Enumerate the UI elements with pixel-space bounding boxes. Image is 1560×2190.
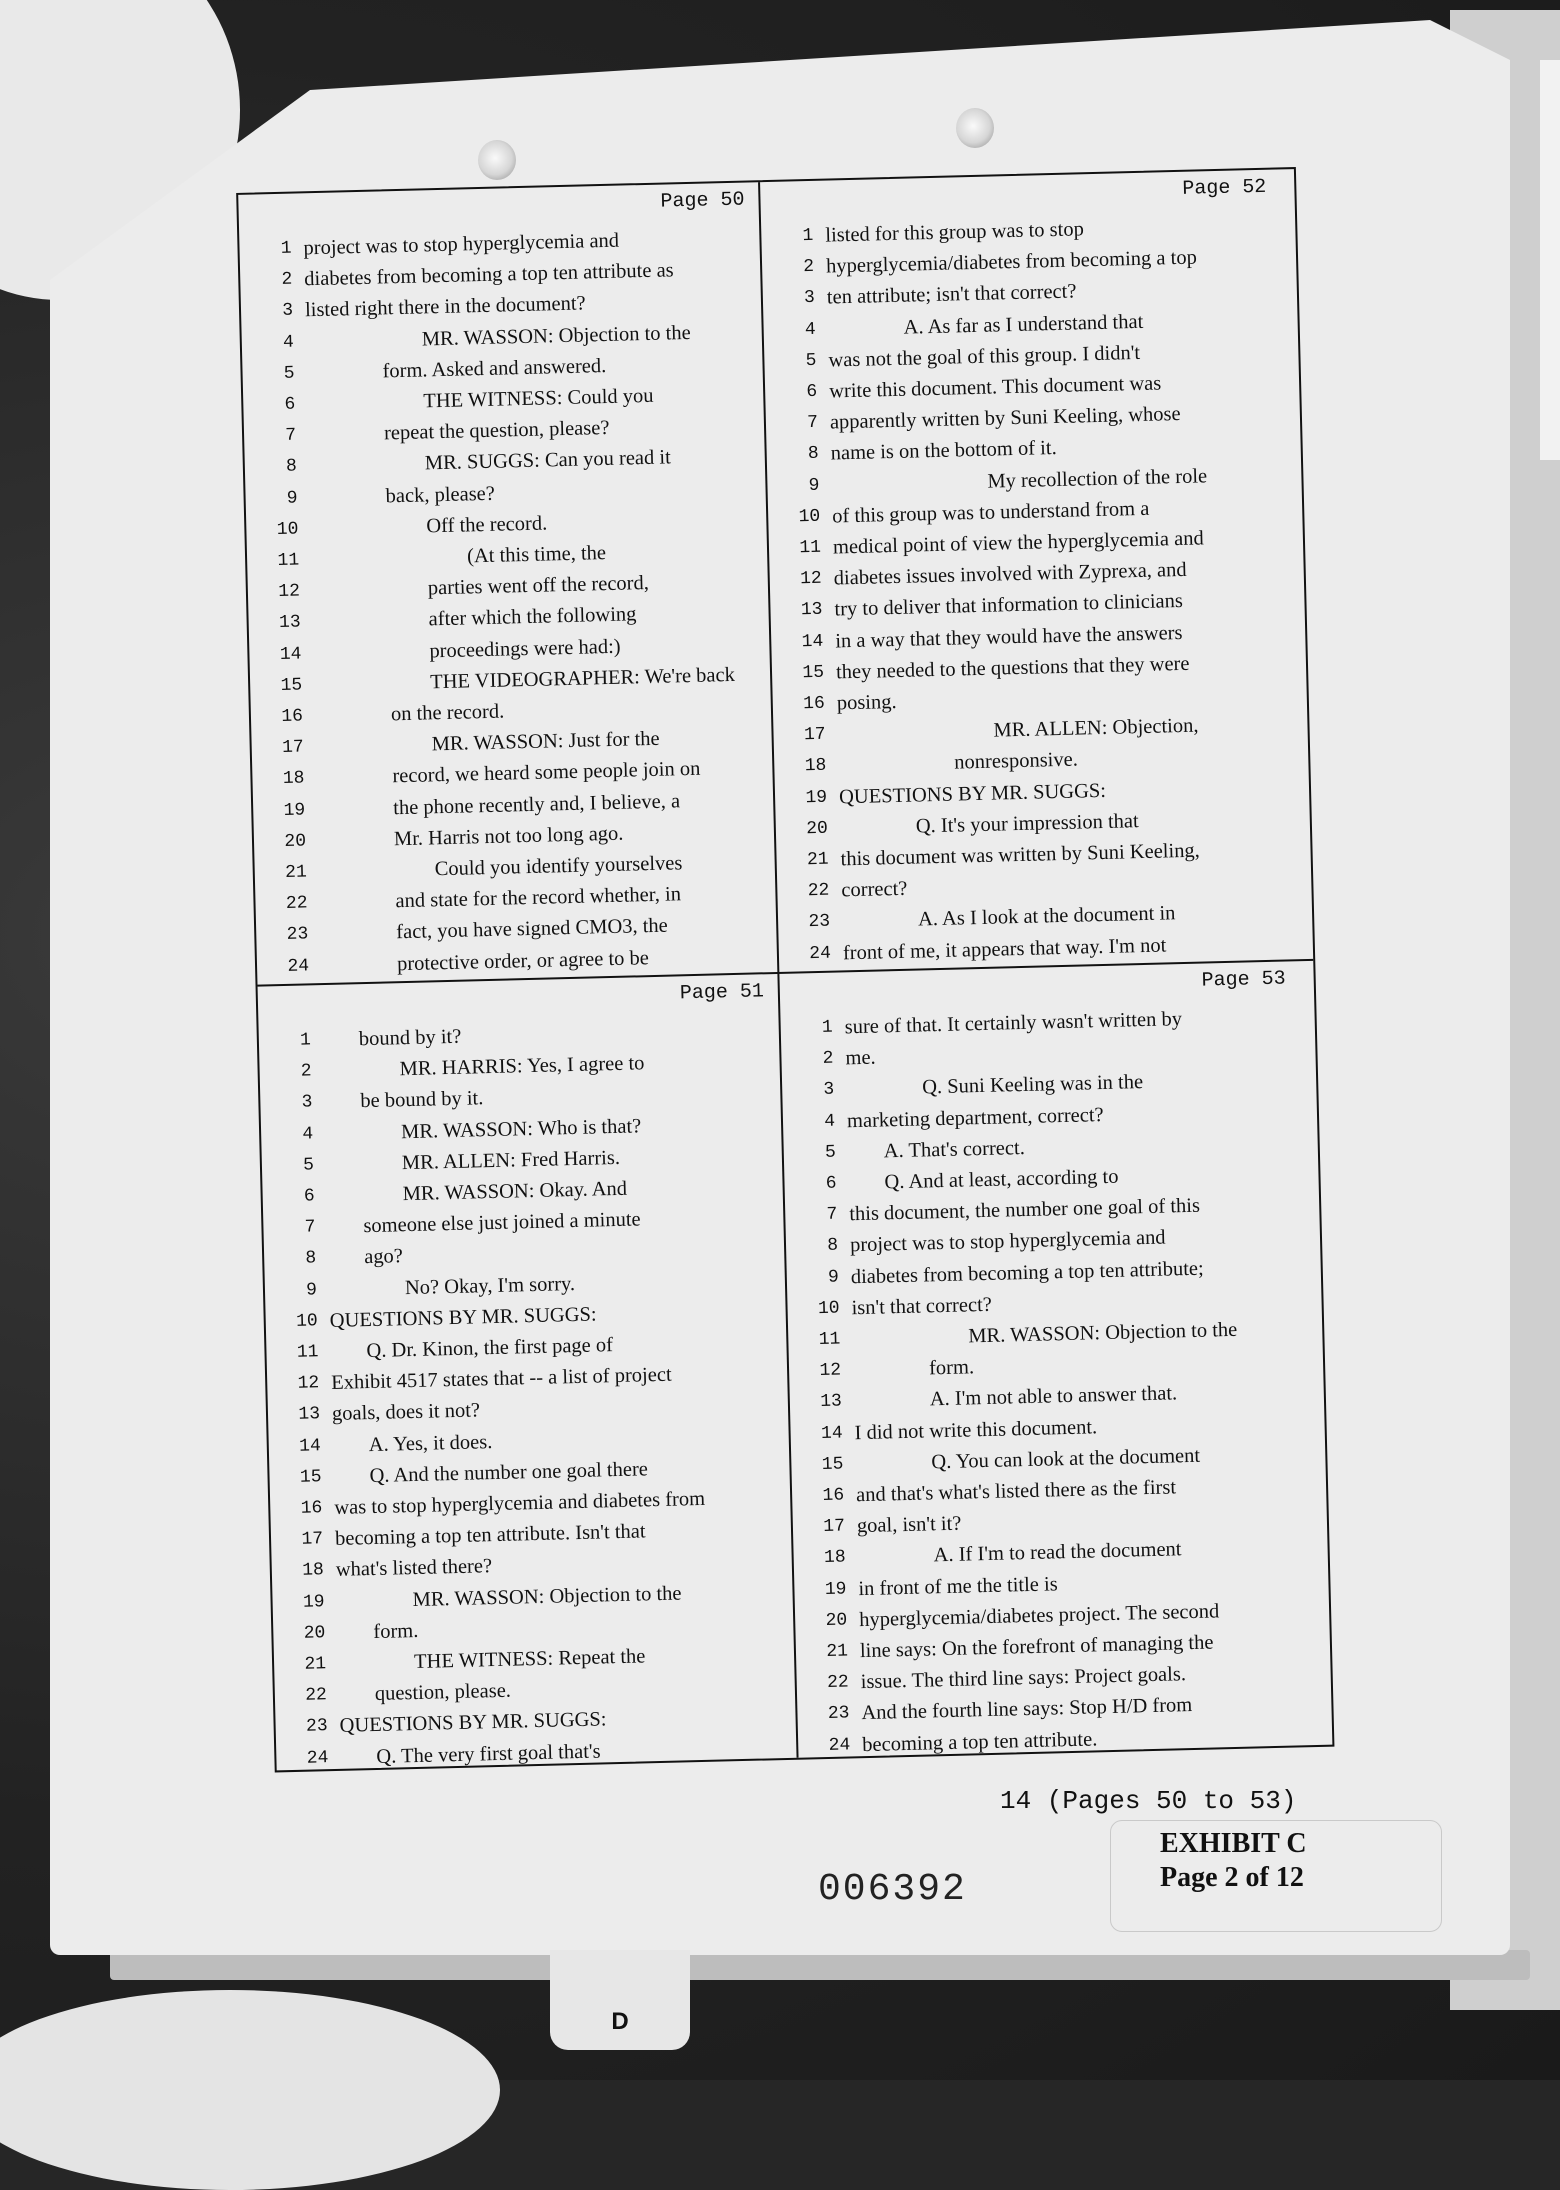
line-text: ten attribute; isn't that correct?	[826, 280, 1077, 309]
line-text: form.	[373, 1619, 419, 1643]
line-text: of this group was to understand from a	[831, 497, 1150, 528]
page-52-quadrant	[760, 169, 1299, 971]
line-number: 24	[306, 1747, 329, 1769]
line-number: 2	[281, 269, 293, 291]
line-number: 11	[818, 1329, 841, 1351]
line-number: 3	[282, 300, 294, 322]
line-number: 19	[302, 1591, 325, 1613]
line-number: 23	[305, 1716, 328, 1738]
line-text: repeat the question, please?	[383, 417, 610, 445]
line-text: MR. SUGGS: Can you read it	[424, 446, 672, 475]
line-text: me.	[845, 1046, 876, 1070]
punch-hole-left	[478, 140, 516, 180]
line-text: medical point of view the hyperglycemia and	[832, 527, 1204, 559]
line-number: 20	[806, 818, 829, 840]
line-text: and state for the record whether, in	[395, 883, 682, 913]
page-53-quadrant	[779, 961, 1318, 1763]
line-text: QUESTIONS BY MR. SUGGS:	[339, 1708, 607, 1738]
line-number: 18	[823, 1547, 846, 1569]
line-number: 11	[296, 1342, 319, 1363]
line-number: 23	[827, 1703, 850, 1725]
line-number: 7	[304, 1217, 316, 1238]
line-number: 19	[824, 1579, 847, 1600]
line-text: My recollection of the role	[987, 464, 1208, 493]
page-label: Page 51	[679, 980, 765, 1006]
line-text: issue. The third line says: Project goals.	[860, 1663, 1187, 1694]
line-number: 15	[802, 662, 825, 684]
page-label: Page 53	[1201, 967, 1286, 993]
line-text: And the fourth line says: Stop H/D from	[861, 1694, 1193, 1725]
line-text: the phone recently and, I believe, a	[392, 789, 681, 819]
line-text: diabetes issues involved with Zyprexa, and	[833, 559, 1187, 590]
line-number: 2	[803, 257, 815, 278]
line-number: 17	[803, 724, 826, 746]
line-text: MR. ALLEN: Objection,	[993, 714, 1199, 742]
exhibit-page: Page 2 of 12	[1160, 1862, 1304, 1893]
line-text: Q. And the number one goal there	[369, 1458, 649, 1487]
line-text: MR. WASSON: Who is that?	[400, 1114, 642, 1143]
line-text: becoming a top ten attribute.	[861, 1727, 1098, 1756]
line-text: was to stop hyperglycemia and diabetes from	[334, 1487, 706, 1519]
line-number: 6	[303, 1186, 315, 1207]
line-number: 20	[825, 1610, 848, 1631]
line-text: QUESTIONS BY MR. SUGGS:	[329, 1303, 597, 1332]
line-text: name is on the bottom of it.	[830, 437, 1057, 465]
line-text: posing.	[836, 690, 897, 715]
line-number: 4	[282, 332, 295, 353]
line-text: MR. WASSON: Okay. And	[402, 1177, 628, 1206]
bates-number: 006392	[818, 1868, 967, 1911]
line-number: 18	[301, 1560, 325, 1582]
line-text: MR. WASSON: Objection to the	[968, 1318, 1238, 1348]
line-number: 8	[807, 444, 819, 465]
line-text: project was to stop hyperglycemia and	[849, 1226, 1166, 1257]
line-number: 9	[808, 475, 820, 496]
line-number: 5	[283, 363, 295, 384]
right-card	[1540, 60, 1560, 460]
line-text: listed right there in the document?	[304, 292, 586, 322]
line-text: MR. WASSON: Just for the	[431, 727, 660, 756]
line-number: 15	[280, 675, 303, 696]
line-number: 4	[302, 1123, 314, 1145]
line-number: 7	[826, 1204, 838, 1226]
line-number: 1	[802, 225, 814, 247]
line-number: 14	[801, 631, 824, 652]
line-text: correct?	[841, 877, 908, 902]
line-text: hyperglycemia/diabetes from becoming a top	[825, 246, 1198, 278]
line-number: 8	[305, 1248, 317, 1269]
line-number: 17	[823, 1516, 846, 1538]
line-text: A. Yes, it does.	[368, 1430, 493, 1456]
line-number: 11	[277, 550, 300, 572]
line-text: Exhibit 4517 states that -- a list of project	[330, 1363, 672, 1395]
line-number: 1	[821, 1017, 833, 1038]
line-text: Could you identify yourselves	[434, 852, 683, 881]
line-text: MR. WASSON: Objection to the	[421, 321, 691, 351]
line-text: form.	[928, 1356, 975, 1380]
line-text: write this document. This document was	[828, 372, 1162, 403]
line-number: 22	[807, 880, 830, 902]
line-number: 8	[285, 456, 298, 478]
line-text: A. If I'm to read the document	[933, 1538, 1182, 1567]
page-label: Page 50	[660, 188, 745, 214]
line-text: question, please.	[374, 1679, 512, 1706]
exhibit-label: EXHIBIT C	[1160, 1828, 1307, 1859]
line-number: 20	[284, 831, 307, 852]
line-text: hyperglycemia/diabetes project. The second	[858, 1600, 1220, 1631]
line-text: I did not write this document.	[854, 1415, 1098, 1444]
line-text: Q. It's your impression that	[915, 809, 1139, 838]
line-number: 23	[808, 912, 831, 933]
line-text: after which the following	[428, 603, 637, 631]
line-text: isn't that correct?	[851, 1293, 993, 1320]
line-number: 21	[826, 1641, 849, 1662]
line-text: THE VIDEOGRAPHER: We're back	[429, 663, 736, 694]
line-text: front of me, it appears that way. I'm not	[842, 934, 1167, 964]
line-text: on the record.	[390, 700, 505, 726]
pages-range: 14 (Pages 50 to 53)	[1000, 1786, 1297, 1816]
page-lines	[239, 222, 759, 977]
line-number: 9	[286, 488, 298, 509]
line-text: A. As far as I understand that	[903, 310, 1144, 339]
line-number: 7	[285, 425, 297, 447]
line-number: 8	[827, 1235, 839, 1257]
line-text: becoming a top ten attribute. Isn't that	[334, 1520, 646, 1551]
line-text: marketing department, correct?	[846, 1103, 1104, 1132]
line-number: 20	[303, 1622, 326, 1644]
line-number: 6	[825, 1173, 837, 1194]
line-text: apparently written by Suni Keeling, whose	[829, 403, 1181, 434]
line-number: 12	[278, 581, 301, 603]
line-text: A. As I look at the document in	[917, 902, 1176, 931]
line-number: 16	[822, 1485, 845, 1507]
line-text: THE WITNESS: Could you	[423, 384, 654, 413]
line-number: 1	[299, 1030, 312, 1051]
line-text: be bound by it.	[360, 1087, 484, 1113]
transcript-grid	[236, 167, 1334, 1772]
line-text: in front of me the title is	[858, 1572, 1058, 1600]
page-lines	[761, 209, 1281, 964]
line-number: 13	[820, 1391, 843, 1413]
line-number: 3	[823, 1079, 835, 1101]
line-text: proceedings were had:)	[429, 635, 621, 662]
line-number: 6	[806, 381, 818, 403]
line-number: 21	[284, 862, 308, 883]
line-text: they needed to the questions that they were	[835, 652, 1190, 684]
line-text: form. Asked and answered.	[382, 354, 607, 383]
line-number: 13	[278, 612, 301, 634]
line-text: back, please?	[385, 482, 496, 507]
page-label: Page 52	[1182, 175, 1267, 201]
line-text: line says: On the forefront of managing the	[859, 1631, 1214, 1663]
page-51-quadrant	[258, 974, 797, 1776]
line-number: 10	[798, 506, 821, 528]
line-number: 14	[298, 1435, 322, 1457]
line-number: 24	[828, 1735, 851, 1756]
line-number: 18	[282, 768, 305, 790]
line-text: goals, does it not?	[331, 1399, 481, 1426]
line-number: 18	[804, 756, 827, 777]
line-text: Mr. Harris not too long ago.	[393, 822, 624, 851]
line-text: try to deliver that information to clinicians	[834, 590, 1184, 621]
line-text: A. That's correct.	[883, 1136, 1026, 1163]
round-object	[0, 1990, 500, 2190]
line-text: Q. Dr. Kinon, the first page of	[366, 1334, 614, 1363]
line-number: 23	[286, 924, 309, 946]
line-number: 4	[804, 319, 816, 340]
line-text: nonresponsive.	[954, 748, 1079, 774]
line-text: someone else just joined a minute	[363, 1208, 641, 1238]
line-text: sure of that. It certainly wasn't written by	[844, 1008, 1183, 1039]
line-number: 3	[301, 1092, 313, 1114]
line-number: 13	[298, 1404, 321, 1426]
line-text: (At this time, the	[466, 542, 607, 568]
line-text: parties went off the record,	[427, 572, 650, 600]
line-text: THE WITNESS: Repeat the	[413, 1645, 646, 1674]
line-number: 10	[817, 1298, 840, 1319]
line-number: 3	[803, 288, 816, 309]
line-number: 6	[284, 394, 296, 415]
line-text: and that's what's listed there as the first	[855, 1476, 1177, 1507]
line-text: bound by it?	[358, 1025, 462, 1051]
line-text: ago?	[363, 1245, 404, 1269]
line-number: 17	[281, 737, 304, 759]
line-number: 10	[276, 519, 299, 540]
punch-hole-right	[956, 108, 994, 148]
line-number: 15	[821, 1454, 844, 1475]
line-text: this document was written by Suni Keeling,	[840, 839, 1201, 871]
page-lines	[780, 1001, 1300, 1756]
line-number: 17	[301, 1529, 324, 1550]
line-number: 10	[295, 1311, 318, 1332]
line-text: No? Okay, I'm sorry.	[404, 1272, 576, 1299]
line-number: 16	[802, 693, 826, 715]
index-tab[interactable]	[550, 1950, 690, 2050]
line-number: 15	[299, 1467, 322, 1488]
line-number: 22	[826, 1672, 849, 1694]
line-number: 5	[805, 350, 817, 371]
page-lines	[259, 1014, 779, 1769]
line-number: 19	[805, 787, 828, 808]
line-number: 9	[827, 1267, 840, 1288]
line-number: 5	[824, 1142, 837, 1163]
line-text: goal, isn't it?	[856, 1512, 962, 1538]
line-text: Q. The very first goal that's	[376, 1740, 601, 1768]
line-number: 24	[287, 955, 310, 977]
line-number: 16	[281, 706, 304, 727]
line-text: Q. And at least, according to	[884, 1165, 1119, 1194]
line-number: 16	[300, 1498, 323, 1519]
line-number: 12	[297, 1373, 320, 1394]
line-text: this document, the number one goal of this	[849, 1194, 1201, 1226]
line-number: 5	[302, 1155, 315, 1176]
line-text: A. I'm not able to answer that.	[929, 1382, 1178, 1411]
line-text: in a way that they would have the answers	[835, 621, 1183, 653]
line-number: 12	[799, 568, 823, 590]
line-text: what's listed there?	[335, 1555, 493, 1582]
line-number: 2	[300, 1061, 312, 1082]
line-text: Q. Suni Keeling was in the	[921, 1071, 1144, 1099]
page-50-quadrant	[238, 182, 777, 984]
line-text: MR. HARRIS: Yes, I agree to	[399, 1052, 645, 1081]
line-number: 14	[279, 644, 302, 665]
line-text: QUESTIONS BY MR. SUGGS:	[838, 779, 1107, 808]
line-number: 21	[806, 849, 829, 871]
line-text: MR. WASSON: Objection to the	[412, 1582, 682, 1611]
line-text: record, we heard some people join on	[392, 758, 701, 788]
line-number: 19	[283, 800, 306, 821]
line-text: was not the goal of this group. I didn't	[828, 341, 1141, 372]
line-text: project was to stop hyperglycemia and	[303, 229, 620, 260]
tab-letter: D	[611, 2008, 629, 2035]
line-text: diabetes from becoming a top ten attribute;	[850, 1257, 1204, 1288]
line-text: MR. ALLEN: Fred Harris.	[401, 1146, 621, 1174]
line-number: 22	[305, 1685, 328, 1706]
line-number: 4	[823, 1111, 836, 1132]
line-text: Off the record.	[426, 512, 548, 538]
line-number: 7	[806, 412, 819, 434]
line-number: 14	[820, 1423, 843, 1444]
line-text: diabetes from becoming a top ten attribute as	[304, 259, 674, 291]
line-number: 9	[305, 1279, 318, 1301]
line-number: 21	[304, 1654, 327, 1675]
line-number: 24	[809, 943, 832, 964]
line-number: 22	[285, 893, 308, 915]
line-number: 13	[800, 600, 823, 621]
line-text: protective order, or agree to be	[396, 946, 650, 975]
line-text: listed for this group was to stop	[825, 218, 1085, 247]
line-number: 2	[822, 1048, 834, 1070]
line-number: 1	[280, 238, 292, 259]
line-text: Q. You can look at the document	[931, 1444, 1201, 1474]
line-number: 12	[819, 1360, 842, 1382]
line-number: 11	[799, 537, 822, 559]
line-text: fact, you have signed CMO3, the	[396, 915, 669, 944]
